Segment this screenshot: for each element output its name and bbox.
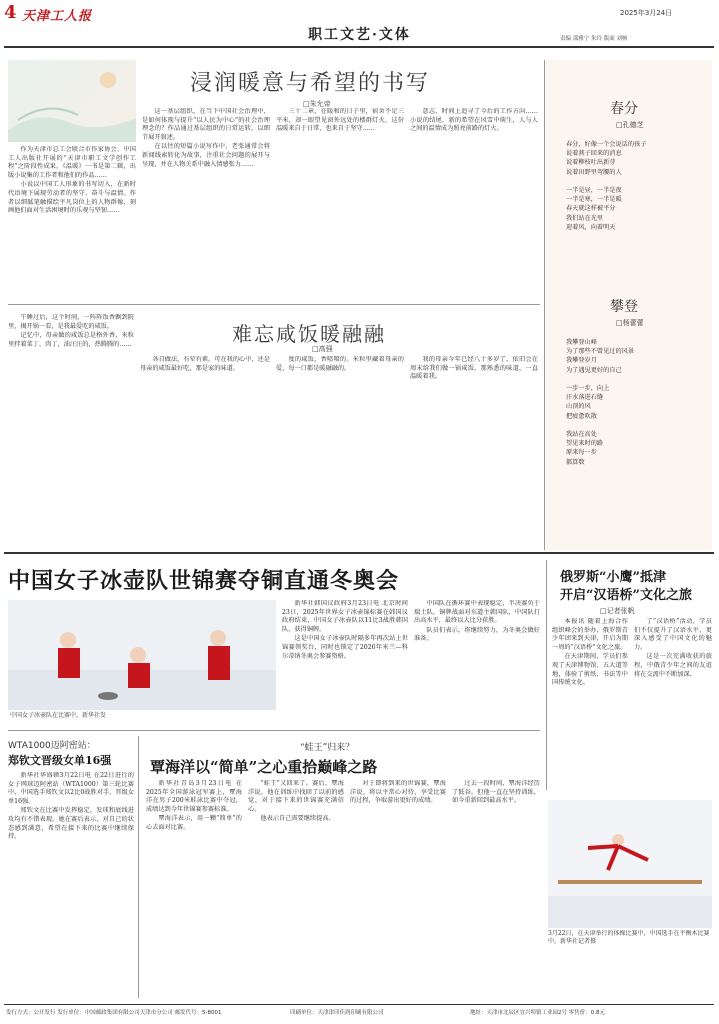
- article2-col1-p1: 午睡过后，这个时间，一阵阵饭香飘到院里，揭开锅一看，是我最爱吃的咸饭。: [8, 314, 134, 330]
- header-rule: [4, 46, 714, 48]
- divider-article3: [8, 730, 540, 731]
- article1-col4: [410, 108, 538, 298]
- article1-col2-p1: 这一基层组织，在当下中国社会治理中，是如何体现与提升“以人民为中心”的社会治理理念的？作品通过基层组织的日常运转，以细节展开叙述。: [142, 108, 270, 141]
- article2-col3: [276, 356, 404, 546]
- footer-publisher: 发行方式：公开发行 发行单位：中国邮政集团有限公司天津市分公司 邮发代号：5-8001: [6, 1010, 222, 1016]
- article2-col1-p2: 记忆中，母亲做的咸饭总是格外香，米粒里拌着菜丁、肉丁，油汪汪的，热腾腾的……: [8, 332, 134, 348]
- section-title: 职工文艺·文体: [308, 27, 411, 43]
- article1-col2: [142, 108, 270, 298]
- footer-rule: [4, 1004, 714, 1005]
- article4-border: [546, 560, 547, 790]
- article6-col2: [248, 780, 344, 998]
- article6-col4-p1: 过去一段时间，覃海洋经历了低谷。但他一直在坚持训练，如今重新回到最高水平。: [452, 780, 540, 805]
- article2-col3-p1: 度的咸饭，香喷喷的。米粒里藏着母亲的爱，每一口都是暖融融的。: [276, 356, 404, 372]
- article5-p2: 郑钦文在比赛中发挥稳定，发球和底线进攻均有不错表现。她在赛后表示，对自己的状态感到满意，希望在接下来的比赛中继续保持。: [8, 807, 134, 841]
- article5-kicker: WTA1000迈阿密站：: [8, 741, 96, 751]
- article6-col1: [146, 780, 242, 998]
- article5-col: [8, 772, 134, 998]
- article2-author: □高强: [312, 345, 333, 353]
- poem1-author: □孔德芝: [616, 121, 644, 129]
- masthead-logo: 天津工人报: [22, 9, 93, 24]
- issue-date: 2025年3月24日: [620, 9, 673, 17]
- article1-col1-p2: 小说以中国工人形象的书写切入，在新时代语境下展现劳动者的坚守、奋斗与温情。作者以细腻笔触描绘平凡岗位上的人物群像，刻画他们面对生活困境时的乐观与坚韧……: [8, 181, 136, 215]
- editors-line: 责编 邵雅宁 朱玲 版面 刘畅: [560, 36, 628, 42]
- article4-title-top: 俄罗斯“小鹰”抵津: [560, 570, 666, 585]
- article6-col1-p2: 覃海洋表示，用一颗“简单”的心去面对比赛。: [146, 815, 242, 831]
- article6-title: 覃海洋以“简单”之心重拾巅峰之路: [150, 758, 378, 776]
- article6-col2-p1: “蛙王”又回来了。赛后，覃海洋说，他在训练中找回了以前的感觉，对于接下来的世锦赛充满信心。: [248, 780, 344, 813]
- article1-col4-p1: 意志，时间上追寻了今后的工作方向……小说的结尾，新的希望在风雪中萌生，人与人之间的温情成为照亮前路的灯火。: [410, 108, 538, 133]
- article1-col1-p1: 作为天津市总工会联合市作家协会、中国工人出版社开展的“天津市职工文学创作工程”之阶段性成果，《温暖》一书是第二辑，出版小说集的工作者和他们的作品……: [8, 146, 136, 179]
- landscape-illustration: [8, 60, 136, 142]
- curling-photo-illustration: [8, 600, 276, 710]
- poem-sidebar-border: [544, 60, 545, 550]
- poem2-title: 攀登: [610, 299, 638, 315]
- article1-col2-p2: 在以往的短篇小说写作中，老张通常会将新闻线索转化为故事，注重社会问题的展开与呈现，并在人物关系中融入情感张力……: [142, 143, 270, 168]
- article3-col2-p1: 中国队在循环赛中表现稳定，半决赛负于瑞士队，铜牌战面对东道主韩国队，中国队打出高水平，最终以大比分获胜。: [414, 600, 540, 625]
- article4-col2-p2: 这是一次充满收获的旅程，中俄青少年之间的友谊将在交流中不断加深。: [634, 653, 712, 678]
- article6-col4: [452, 780, 540, 998]
- article6-col3: [350, 780, 446, 998]
- article4-title-bottom: 开启“汉语桥”文化之旅: [560, 588, 692, 603]
- article6-col2-p2: 他表示自己需要继续提高。: [260, 815, 335, 823]
- article3-col2: [414, 600, 540, 725]
- article5-border: [138, 736, 139, 998]
- article3-col1: [282, 600, 408, 725]
- gymnast-photo-illustration: [548, 800, 712, 928]
- article4-col2: [634, 618, 712, 788]
- article3-col1-p2: 这是中国女子冰壶队时隔多年再次站上世锦赛领奖台，同时也锁定了2026年米兰—科尔蒂纳冬奥会参赛资格。: [282, 635, 408, 660]
- article7-photo-caption: 3月22日，在天津举行的体操比赛中，中国选手在平衡木比赛中。新华社记者摄: [548, 930, 710, 945]
- article4-col2-p1: 了“汉语桥”活动，学员们不仅提升了汉语水平，更深入感受了中国文化的魅力。: [634, 618, 712, 651]
- article6-col1-p1: 新华社青岛3月23日电 在2025年全国游泳冠军赛上，覃海洋在男子200米蛙泳比赛中夺冠，成绩达到今年世锦赛参赛标准。: [146, 780, 242, 813]
- article2-col4-p1: 我的母亲今年已经八十多岁了，依旧会在周末给我们做一锅咸饭。那熟悉的味道，一直温暖着我。: [410, 356, 538, 381]
- divider-article1: [8, 304, 540, 305]
- article1-col1: [8, 146, 136, 298]
- article2-col2-p1: 各自做法，有荤有素。可在我的心中，还是母亲的咸饭最好吃，那是家的味道。: [140, 356, 270, 372]
- article4-col1: [552, 618, 628, 788]
- article6-kicker: “蛙王”归来？: [300, 743, 355, 753]
- article2-title: 难忘咸饭暖融融: [232, 322, 386, 346]
- article1-illustration: [8, 60, 136, 142]
- poem2-text: 我攀登山峰 为了那些不曾见过的风景 我攀登岁月 为了遇见更好的自己 一步一步，向上 汗水落进石缝 山顶的风 把疲惫吹散 我站在高处 望见来时的路 原来每一步 都算数: [566, 339, 635, 466]
- poem1-title: 春分: [610, 101, 638, 117]
- footer-address: 地址：天津市北辰区宜兴埠镇工业园2号 零售价：0.8元: [470, 1010, 605, 1016]
- article2-col1: [8, 314, 134, 546]
- article4-author: □记者张帆: [600, 607, 635, 615]
- article3-title: 中国女子冰壶队世锦赛夺铜直通冬奥会: [8, 568, 400, 594]
- article1-author: □朱允帝: [303, 100, 331, 108]
- article3-photo: [8, 600, 276, 710]
- footer-printer: 印刷单位：天津津印佳润印刷有限公司: [290, 1010, 384, 1016]
- poem2-author: □杨蕾蕾: [616, 319, 644, 327]
- article4-col1-p2: 在天津期间，学员们参观了天津博物馆、五大道等地，体验了剪纸、书法等中国传统文化。: [552, 653, 628, 687]
- article2-col2: [140, 356, 270, 546]
- article1-col3: [276, 108, 404, 298]
- poem1-text: 春分，好像一个会说话的孩子 说着燕子回来的消息 说着柳枝吐出新芽 说着田野里弯腰的人 一半是昼，一半是夜 一半是寒，一半是暖 春天就这样被平分 我们站在光里 迎着风，向着明天: [566, 141, 647, 231]
- article7-photo: [548, 800, 712, 928]
- mid-rule: [4, 552, 714, 554]
- article3-col1-p1: 新华社韩国议政府3月23日电 北京时间23日，2025年世界女子冰壶锦标赛在韩国议政府结束，中国女子冰壶队以11比3战胜韩国队，获得铜牌。: [282, 600, 408, 633]
- article1-title: 浸润暖意与希望的书写: [190, 71, 431, 96]
- article1-col3-p1: 三十二章，在暖和的日子里，宿舍不足三平米，却一眼望见窗外远处的楼群灯火，这份温暖来自于日常，也来自于坚守……: [276, 108, 404, 133]
- article6-col3-p1: 对于即将到来的世锦赛，覃海洋说，将以平常心对待，享受比赛的过程，争取游出更好的成绩。: [350, 780, 446, 805]
- article4-col1-p1: 本报讯 随着上海合作组织峰会的举办，俄罗斯青少年团来到天津，开启为期一周的“汉语桥”文化之旅。: [552, 618, 628, 651]
- article3-col2-p2: 队员们表示，将继续努力，为冬奥会做好准备。: [414, 626, 540, 643]
- page-number: 4: [4, 2, 17, 23]
- article5-title: 郑钦文晋级女单16强: [8, 754, 112, 767]
- article2-col4: [410, 356, 538, 546]
- article3-photo-caption: 中国女子冰壶队在比赛中。新华社发: [10, 712, 107, 719]
- article5-p1: 新华社华盛顿3月22日电 在22日进行的女子网球迈阿密站（WTA1000）第三轮比赛中，中国选手郑钦文以2比0战胜对手，晋级女单16强。: [8, 772, 134, 805]
